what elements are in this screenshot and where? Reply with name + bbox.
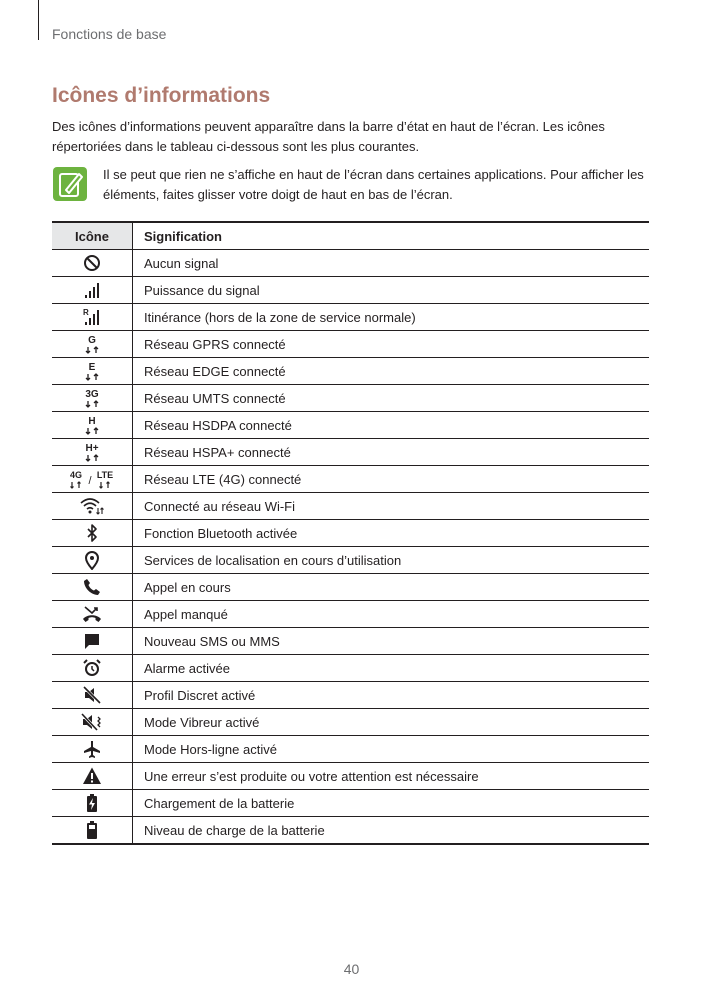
hsdpa-icon [80,414,104,436]
row-meaning: Réseau UMTS connecté [133,385,650,412]
row-meaning: Puissance du signal [133,277,650,304]
network-label: G [88,335,96,346]
lte-icon [67,468,117,490]
vibrate-icon [81,712,103,732]
table-row [52,304,649,331]
no-signal-icon [82,253,102,273]
table-row [52,709,649,736]
network-label: E [88,362,96,373]
icons-table [52,221,649,845]
network-label: 3G [85,389,99,400]
table-row [52,763,649,790]
column-header-icon: Icône [52,222,133,250]
table-row [52,601,649,628]
row-meaning: Une erreur s’est produite ou votre attention est nécessaire [133,763,650,790]
network-label: H [88,416,96,427]
svg-text:R: R [83,308,89,317]
intro-paragraph: Des icônes d’informations peuvent apparaître dans la barre d’état en haut de l’écran. Les icônes répertoriées dans le tableau ci-dessous sont les plus courantes. [52,119,605,154]
network-label: H+ [85,443,99,454]
call-icon [82,577,102,597]
table-row [52,358,649,385]
row-meaning: Aucun signal [133,250,650,277]
table-row [52,655,649,682]
battery-level-icon [82,820,102,840]
table-row [52,790,649,817]
gprs-icon [80,333,104,355]
table-header-row [52,222,649,250]
row-meaning: Services de localisation en cours d’utilisation [133,547,650,574]
table-row [52,520,649,547]
edge-icon [80,360,104,382]
wifi-icon [79,496,105,516]
header-rule [38,0,39,40]
row-meaning: Profil Discret activé [133,682,650,709]
bluetooth-icon [82,523,102,543]
table-row [52,574,649,601]
hspa-plus-icon [80,441,104,463]
battery-charging-icon [82,793,102,813]
table-row [52,493,649,520]
table-row [52,250,649,277]
page-number: 40 [343,961,360,977]
row-meaning: Itinérance (hors de la zone de service normale) [133,304,650,331]
row-meaning: Appel en cours [133,574,650,601]
airplane-icon [82,739,102,759]
row-meaning: Réseau EDGE connecté [133,358,650,385]
mute-icon [82,685,102,705]
table-row [52,682,649,709]
alarm-icon [82,658,102,678]
signal-strength-icon [82,280,102,300]
row-meaning: Réseau LTE (4G) connecté [133,466,650,493]
row-meaning: Connecté au réseau Wi-Fi [133,493,650,520]
row-meaning: Réseau GPRS connecté [133,331,650,358]
table-row [52,817,649,845]
table-row [52,628,649,655]
table-row [52,412,649,439]
table-row [52,385,649,412]
network-label: 4G [69,470,83,480]
row-meaning: Nouveau SMS ou MMS [133,628,650,655]
table-row [52,736,649,763]
row-meaning: Réseau HSPA+ connecté [133,439,650,466]
message-icon [82,631,102,651]
note-pencil-icon [52,166,88,202]
svg-text:/: / [88,475,92,487]
row-meaning: Mode Vibreur activé [133,709,650,736]
row-meaning: Niveau de charge de la batterie [133,817,650,845]
missed-call-icon [82,604,102,624]
row-meaning: Mode Hors-ligne activé [133,736,650,763]
network-label-lte: LTE [96,470,114,480]
table-row [52,277,649,304]
table-row [52,466,649,493]
row-meaning: Réseau HSDPA connecté [133,412,650,439]
table-row [52,547,649,574]
warning-icon [82,766,102,786]
note-text: Il se peut que rien ne s’affiche en haut de l’écran dans certaines applications. Pour afficher les éléments, faites glisser votre doigt de haut en bas de l’écran. [103,167,644,202]
row-meaning: Chargement de la batterie [133,790,650,817]
table-row [52,439,649,466]
table-row [52,331,649,358]
page-title: Icônes d’informations [52,84,271,107]
roaming-icon [82,307,102,327]
section-label: Fonctions de base [52,26,167,42]
umts-icon [80,387,104,409]
row-meaning: Alarme activée [133,655,650,682]
location-icon [82,550,102,570]
row-meaning: Appel manqué [133,601,650,628]
row-meaning: Fonction Bluetooth activée [133,520,650,547]
column-header-meaning: Signification [133,222,650,250]
